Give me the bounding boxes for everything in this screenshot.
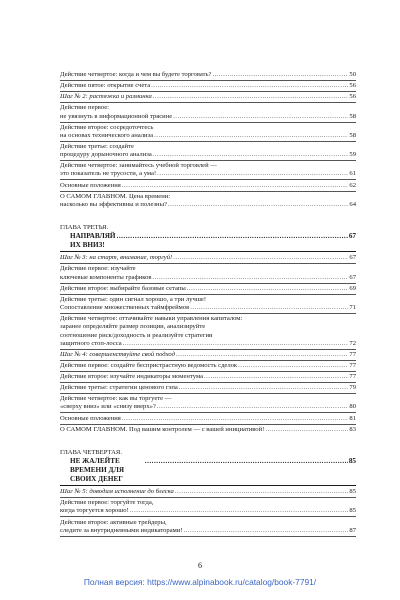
toc-leader-dots xyxy=(187,285,349,293)
toc-entry[interactable] xyxy=(60,253,356,264)
toc-entry-title: Основные положения xyxy=(60,414,121,422)
chapter-4-block xyxy=(60,449,356,537)
toc-leader-dots xyxy=(157,403,349,411)
toc-leader-dots xyxy=(123,340,349,348)
toc-section-top xyxy=(60,70,356,210)
chapter-3-title[interactable] xyxy=(60,232,356,252)
toc-entry[interactable] xyxy=(60,123,356,142)
toc-entry[interactable] xyxy=(60,70,356,81)
toc-entry-page: 56 xyxy=(349,93,356,101)
toc-entry-title: «сверху вниз» или «снизу вверх»? xyxy=(60,403,156,411)
toc-entry-line: соотношение риск/доходность и реализуйте стратегии xyxy=(60,331,213,339)
toc-entry-title: Шаг № 5: доводим исполнение до блеска xyxy=(60,488,174,496)
chapter-4-label: ГЛАВА ЧЕТВЕРТАЯ. xyxy=(60,448,122,456)
toc-entry-page: 61 xyxy=(349,170,356,178)
toc-entry[interactable] xyxy=(60,425,356,435)
toc-leader-dots xyxy=(238,362,348,370)
toc-entry[interactable] xyxy=(60,180,356,191)
toc-entry-page: 77 xyxy=(349,350,356,358)
toc-leader-dots xyxy=(265,426,348,434)
toc-leader-dots xyxy=(184,527,349,535)
toc-entry-line: Действие третье: создайте xyxy=(60,142,134,150)
toc-entry[interactable] xyxy=(60,264,356,283)
toc-entry-page: 83 xyxy=(349,425,356,433)
chapter-3-page: 67 xyxy=(348,232,356,241)
toc-leader-dots xyxy=(173,113,348,121)
toc-leader-dots xyxy=(154,132,348,140)
toc-entry-title: Действие второе: изучайте индикаторы моментума xyxy=(60,373,203,381)
toc-leader-dots xyxy=(130,507,349,515)
toc-leader-dots xyxy=(168,201,348,209)
toc-entry[interactable] xyxy=(60,361,356,372)
toc-entry-page: 58 xyxy=(349,131,356,139)
toc-leader-dots xyxy=(151,82,348,90)
toc-entry-title: ключевые компоненты графиков xyxy=(60,273,152,281)
toc-leader-dots xyxy=(204,373,348,381)
toc-entry-page: 87 xyxy=(349,526,356,534)
toc-entry-line: Действие второе: сосредоточтесь xyxy=(60,123,154,131)
toc-entry[interactable] xyxy=(60,413,356,424)
toc-entry-title: процедуру дорыночного анализа xyxy=(60,151,152,159)
toc-entry[interactable] xyxy=(60,81,356,92)
toc-entry-title: Действие пятое: открытие счета xyxy=(60,82,151,90)
toc-entry[interactable] xyxy=(60,284,356,295)
chapter-3-entries xyxy=(60,253,356,434)
toc-entry-line: Действие третье: один сигнал хорошо, а три лучше! xyxy=(60,295,207,303)
toc-entry[interactable] xyxy=(60,103,356,122)
toc-entry-title: Действие первое: создайте беспристрастную ведомость сделок xyxy=(60,361,238,369)
toc-entry-page: 58 xyxy=(349,112,356,120)
chapter-3-label: ГЛАВА ТРЕТЬЯ. xyxy=(60,223,109,231)
toc-entry-page: 62 xyxy=(349,181,356,189)
toc-entry-title: Шаг № 2: растяжка и разминка xyxy=(60,93,152,101)
toc-entry-title: Действие второе: выбирайте базовые сетапы xyxy=(60,284,186,292)
toc-entry-page: 71 xyxy=(349,304,356,312)
toc-leader-dots xyxy=(212,71,348,79)
toc-leader-dots xyxy=(190,304,348,312)
toc-entry-line: заранее определяйте размер позиции, анализируйте xyxy=(60,323,206,331)
toc-entry-page: 67 xyxy=(349,273,356,281)
toc-entry-line: Действие первое: xyxy=(60,104,110,112)
toc-entry-page: 69 xyxy=(349,284,356,292)
toc-leader-dots xyxy=(157,170,348,178)
toc-entry-page: 67 xyxy=(349,254,356,262)
toc-entry-title: следите за внутридневными индикаторами! xyxy=(60,526,183,534)
toc-leader-dots xyxy=(153,93,349,101)
toc-entry-page: 72 xyxy=(349,339,356,347)
toc-entry-title: О САМОМ ГЛАВНОМ. Под вашим контролем — с вашей инициативой! xyxy=(60,425,265,433)
toc-entry-line: Действие четвертое: оттачивайте навыки управления капиталом: xyxy=(60,315,243,323)
toc-entry[interactable] xyxy=(60,498,356,517)
toc-entry-line: О САМОМ ГЛАВНОМ. Цена времени: xyxy=(60,192,171,200)
toc-entry-page: 64 xyxy=(349,200,356,208)
toc-entry-title: Шаг № 4: совершенствуйте свой подход xyxy=(60,350,175,358)
page-number: 6 xyxy=(198,561,202,570)
toc-entry[interactable] xyxy=(60,487,356,498)
toc-entry-line: Действие второе: активные трейдеры, xyxy=(60,518,167,526)
toc-leader-dots xyxy=(122,415,349,423)
toc-entry-page: 85 xyxy=(349,488,356,496)
toc-entry-title: Основные положения xyxy=(60,181,121,189)
toc-leader-dots xyxy=(179,384,349,392)
toc-entry-page: 59 xyxy=(349,151,356,159)
toc-entry-page: 80 xyxy=(349,403,356,411)
toc-entry-title: не увязнуть в информационной трясине xyxy=(60,112,173,120)
chapter-3-title-text: НАПРАВЛЯЙ ИХ ВНИЗ! xyxy=(70,232,116,250)
toc-entry-page: 77 xyxy=(349,361,356,369)
toc-leader-dots xyxy=(153,274,349,282)
toc-entry[interactable] xyxy=(60,314,356,350)
toc-entry-page: 50 xyxy=(349,71,356,79)
toc-leader-dots xyxy=(122,182,349,190)
toc-leader-dots xyxy=(173,254,348,262)
toc-entry-line: Действие четвертое: занимайтесь учебной торговлей — xyxy=(60,162,217,170)
toc-entry-title: когда торгуется хорошо! xyxy=(60,507,129,515)
toc-entry-line: Действие четвертое: как вы торгуете — xyxy=(60,395,172,403)
toc-entry-title: защитного стоп-лосса xyxy=(60,339,122,347)
toc-entry-page: 56 xyxy=(349,82,356,90)
toc-entry-title: на основах технического анализа xyxy=(60,131,154,139)
chapter-4-entries xyxy=(60,487,356,537)
toc-entry-title: Сопоставление множественных таймфреймов xyxy=(60,304,190,312)
toc-entry-line: Действие первое: торгуйте тогда, xyxy=(60,499,154,507)
toc-entry[interactable] xyxy=(60,350,356,361)
toc-leader-dots xyxy=(153,151,349,159)
toc-entry[interactable] xyxy=(60,192,356,210)
table-of-contents xyxy=(60,70,356,537)
toc-entry-page: 79 xyxy=(349,384,356,392)
chapter-4-title-text: НЕ ЖАЛЕЙТЕ ВРЕМЕНИ ДЛЯ СВОИХ ДЕНЕГ xyxy=(70,457,125,484)
toc-entry[interactable] xyxy=(60,92,356,103)
toc-entry[interactable] xyxy=(60,161,356,180)
toc-entry-title: Шаг № 3: на старт, внимание, торгуй! xyxy=(60,254,173,262)
toc-leader-dots xyxy=(176,351,348,359)
chapter-4-page: 85 xyxy=(348,457,356,466)
toc-entry[interactable] xyxy=(60,517,356,536)
toc-entry[interactable] xyxy=(60,383,356,394)
toc-entry-title: насколько вы эффективны и полезны? xyxy=(60,200,167,208)
toc-entry[interactable] xyxy=(60,372,356,383)
toc-entry-title: Действие третье: стратегии ценового гэпа xyxy=(60,384,178,392)
toc-entry[interactable] xyxy=(60,394,356,413)
toc-entry[interactable] xyxy=(60,142,356,161)
toc-entry-title: это показатель не трусости, а ума! xyxy=(60,170,157,178)
full-version-link[interactable]: Полная версия: https://www.alpinabook.ru/catalog/book-7791/ xyxy=(83,577,317,587)
toc-entry-line: Действие первое: изучайте xyxy=(60,265,136,273)
chapter-3-block xyxy=(60,224,356,435)
toc-entry[interactable] xyxy=(60,295,356,314)
chapter-4-title[interactable] xyxy=(60,457,356,486)
toc-entry-title: Действие четвертое: когда и чем вы будете торговать? xyxy=(60,71,212,79)
toc-leader-dots xyxy=(175,488,349,496)
toc-entry-page: 85 xyxy=(349,507,356,515)
toc-entry-page: 81 xyxy=(349,414,356,422)
toc-entry-page: 77 xyxy=(349,373,356,381)
